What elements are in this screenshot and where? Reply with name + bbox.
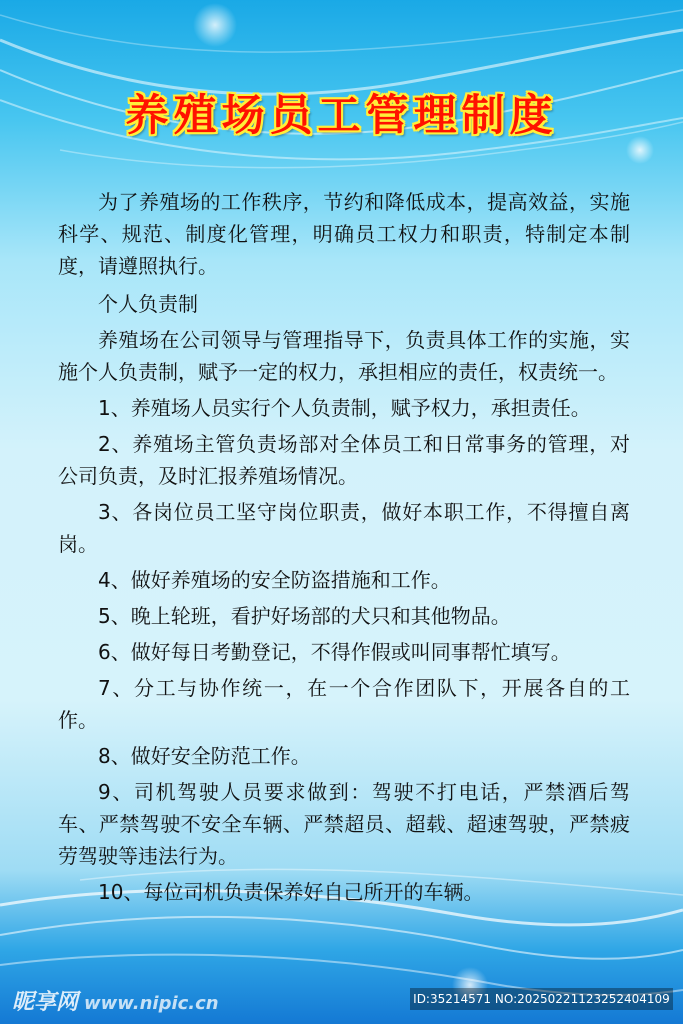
rule-item: 6、做好每日考勤登记，不得作假或叫同事帮忙填写。	[98, 640, 571, 664]
rule-item: 2、养殖场主管负责场部对全体员工和日常事务的管理，对公司负责，及时汇报养殖场情况。	[58, 432, 630, 488]
rule-item: 10、每位司机负责保养好自己所开的车辆。	[98, 880, 484, 904]
document-body	[58, 186, 630, 908]
rule-item: 5、晚上轮班，看护好场部的犬只和其他物品。	[98, 604, 511, 628]
rule-item: 3、各岗位员工坚守岗位职责，做好本职工作，不得擅自离岗。	[58, 500, 630, 556]
rule-item: 4、做好养殖场的安全防盗措施和工作。	[98, 568, 451, 592]
intro-paragraph: 为了养殖场的工作秩序，节约和降低成本，提高效益，实施科学、规范、制度化管理，明确员工权力和职责，特制定本制度，请遵照执行。	[58, 190, 630, 278]
site-watermark	[12, 985, 219, 1016]
section-heading: 个人负责制	[98, 292, 198, 316]
section-paragraph: 养殖场在公司领导与管理指导下，负责具体工作的实施，实施个人负责制，赋予一定的权力，承担相应的责任，权责统一。	[58, 328, 630, 384]
page-title: 养殖场员工管理制度	[125, 91, 558, 141]
site-logo: 昵享网	[12, 990, 79, 1015]
rule-item: 1、养殖场人员实行个人负责制，赋予权力，承担责任。	[98, 396, 591, 420]
rule-item: 7、分工与协作统一，在一个合作团队下，开展各自的工作。	[58, 676, 630, 732]
image-id-label: ID:35214571 NO:20250221123252404109	[410, 988, 673, 1010]
site-url: www.nipic.cn	[84, 993, 219, 1014]
rule-item: 8、做好安全防范工作。	[98, 744, 311, 768]
rule-item: 9、司机驾驶人员要求做到：驾驶不打电话，严禁酒后驾车、严禁驾驶不安全车辆、严禁超员、超载、超速驾驶，严禁疲劳驾驶等违法行为。	[58, 780, 630, 868]
